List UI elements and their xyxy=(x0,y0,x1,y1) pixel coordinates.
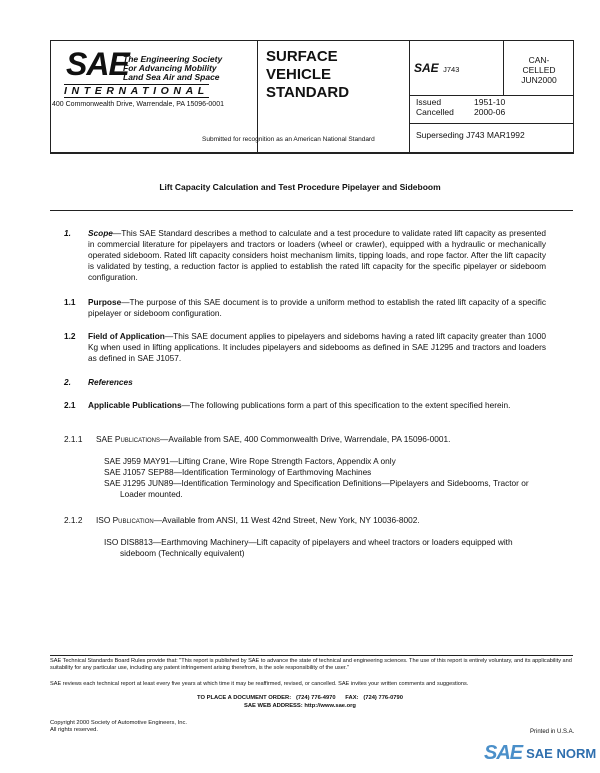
title-rule xyxy=(50,152,573,153)
section-1-1: 1.1 Purpose—The purpose of this SAE document is to provide a uniform method to establish the rated lift capacity of a specific pipelayer or sideboom configuration. xyxy=(64,297,546,318)
sae-watermark-icon: SAE xyxy=(484,741,523,764)
iso-reference xyxy=(104,537,534,559)
sae-references xyxy=(104,456,548,500)
page-title: Lift Capacity Calculation and Test Procedure Pipelayer and Sideboom xyxy=(159,182,441,192)
superseding: Superseding J743 MAR1992 xyxy=(416,130,525,140)
doc-number: SAE J743 xyxy=(414,61,460,75)
doc-type: SURFACE VEHICLE STANDARD xyxy=(266,48,350,101)
submitted-note: Submitted for recognition as an American National Standard xyxy=(202,136,375,143)
review-note: SAE reviews each technical report at least every five years at which time it may be reaffirmed, revised, or cancelled. SAE invites your written comments and suggestions. xyxy=(50,681,469,687)
section-2-1-2: 2.1.2 ISO Publication—Available from ANSI, 11 West 42nd Street, New York, NY 10036-8002. xyxy=(64,515,420,525)
list-item: ISO DIS8813—Earthmoving Machinery—Lift capacity of pipelayers and wheel tractors or loaders equipped with sideboom (Technically equivalent) xyxy=(104,537,513,558)
status-stamp: CAN- CELLED JUN2000 xyxy=(521,55,557,85)
printed-in: Printed in U.S.A. xyxy=(530,729,575,735)
address: 400 Commonwealth Drive, Warrendale, PA 15096-0001 xyxy=(52,101,224,108)
section-2: 2. References xyxy=(64,377,133,387)
society-text: The Engineering Society For Advancing Mobility Land Sea Air and Space xyxy=(123,54,223,82)
order-line: TO PLACE A DOCUMENT ORDER: (724) 776-4970 FAX: (724) 776-0790 xyxy=(197,695,403,701)
list-item: SAE J1057 SEP88—Identification Terminology of Earthmoving Machines xyxy=(104,467,372,477)
footer-rule xyxy=(50,655,573,656)
section-1: 1. Scope—This SAE Standard describes a method to calculate and a test procedure to validate rated lift capacity as presented in commercial literature for pipelayers and tractors or loaders (wheel or crawler), equipped with a hydraulic or mechanically operated sideboom. Rated lift capacity considers hoist mechanism limits, tipping loads, and rope factor. After the lift capacity is validated by testing, a reduction factor is applied to establish the rated lift capacity for the specific pipelayer or sideboom configuration. xyxy=(64,228,546,282)
international-wordmark: INTERNATIONAL xyxy=(64,85,209,97)
sae-mini-logo: SAE xyxy=(414,61,439,75)
web-line: SAE WEB ADDRESS: http://www.sae.org xyxy=(244,703,356,709)
section-2-1: 2.1 Applicable Publications—The following publications form a part of this specification to the extent specified herein. xyxy=(64,400,511,410)
title-rule-bottom xyxy=(50,210,573,211)
list-item: SAE J959 MAY91—Lifting Crane, Wire Rope Strength Factors, Appendix A only xyxy=(104,456,396,466)
section-1-2: 1.2 Field of Application—This SAE document applies to pipelayers and sideboms having a rated lift capacity greater than 1000 Kg when used in lifting applications. It includes pipelayers and sidebooms as defined in SAE J1295 and tractors and loaders as defined in SAE J1057. xyxy=(64,331,546,363)
copyright: Copyright 2000 Society of Automotive Engineers, Inc. All rights reserved. xyxy=(50,720,187,733)
sae-logo: SAE xyxy=(66,46,129,82)
board-rules: SAE Technical Standards Board Rules provide that: "This report is published by SAE to advance the state of technical and engineering sciences. The use of this report is entirely voluntary, and its applicability and suitability for any particular use, including any patent infringement arising therefrom, is the sole responsibility of the user." xyxy=(50,658,572,671)
watermark-logo: SAE SAE NORM xyxy=(484,741,597,764)
list-item: SAE J1295 JUN89—Identification Terminology and Specification Definitions—Pipelayers and Sidebooms, Tractor or Loader mounted. xyxy=(104,478,529,499)
section-2-1-1: 2.1.1 SAE Publications—Available from SAE, 400 Commonwealth Drive, Warrendale, PA 15096-0001. xyxy=(64,434,451,444)
dates-block: Issued 1951-10 Cancelled 2000-06 xyxy=(416,97,506,117)
